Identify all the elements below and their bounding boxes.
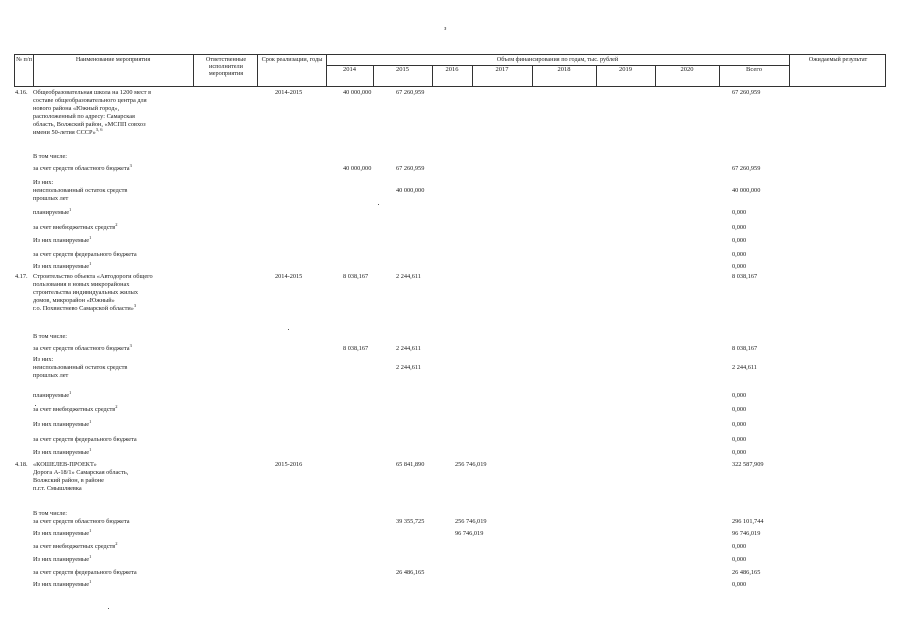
activity-name-line: «КОШЕЛЕВ-ПРОЕКТ» [33, 461, 97, 468]
value-total: 0,000 [732, 421, 747, 428]
value-total: 0,000 [732, 581, 747, 588]
subrow-label: Из них планируемые$^1$ [33, 234, 92, 244]
header-year-2017: 2017 [495, 66, 509, 73]
footnote-mark: 1 [68, 389, 72, 395]
activity-name-line: г.о. Похвистнево Самарской области»$^3$ [33, 302, 137, 312]
subrow-label: за счет внебюджетных средств$^2$ [33, 540, 118, 550]
value-2014: 8 038,167 [343, 273, 369, 280]
subrow-label: за счет средств областного бюджета [33, 518, 130, 525]
value-2016: 96 746,019 [455, 530, 484, 537]
header-year-2015: 2015 [396, 66, 409, 73]
footnote-mark: 1 [89, 527, 92, 533]
activity-name-line: Дорога А-18/1» Самарская область, [33, 469, 129, 476]
value-total: 0,000 [732, 263, 747, 270]
scan-speck [108, 608, 109, 609]
scan-speck [35, 405, 36, 406]
header-col-term: Срок реализации, годы [261, 56, 323, 63]
subrow-label: Из них планируемые$^1$ [33, 418, 92, 428]
implementation-term: 2014-2015 [275, 273, 303, 280]
subrow-label: В том числе: [33, 333, 68, 340]
subrow-label-line: неиспользованный остаток средств [33, 364, 128, 371]
footnote-mark: 3 [129, 342, 132, 348]
subrow-label-line: прошлых лет [33, 195, 69, 202]
header-year-2020: 2020 [680, 66, 694, 73]
footnote-mark: 3 [133, 302, 137, 308]
row-number: 4.18. [15, 461, 28, 468]
footnote-mark: 1 [89, 260, 92, 266]
activity-name-line: Строительство объекта «Автодороги общего [33, 273, 153, 280]
value-2015: 2 244,611 [396, 345, 421, 352]
header-col-result: Ожидаемый результат [808, 56, 868, 63]
header-year-2016: 2016 [445, 66, 459, 73]
subrow-label-line: прошлых лет [33, 372, 69, 379]
subrow-label: Из них планируемые$^1$ [33, 553, 92, 563]
page-number: з [444, 26, 447, 32]
value-2015: 2 244,611 [396, 273, 421, 280]
footnote-mark: 1 [89, 578, 92, 584]
value-total: 0,000 [732, 449, 747, 456]
activity-name-line: Общеобразовательная школа на 1200 мест в [33, 89, 152, 96]
value-2014: 8 038,167 [343, 345, 369, 352]
value-2014: 40 000,000 [343, 89, 372, 96]
activity-name-line: домов, микрорайон «Южный» [33, 297, 115, 304]
value-total: 0,000 [732, 543, 747, 550]
subrow-label: В том числе: [33, 510, 68, 517]
header-year-2019: 2019 [619, 66, 632, 73]
activity-name-line: Волжский район, в районе [33, 477, 104, 484]
value-2015: 2 244,611 [396, 364, 421, 371]
subrow-label: за счет средств областного бюджета$^3$ [33, 342, 132, 352]
subrow-label: Из них: [33, 179, 54, 186]
subrow-label: Из них: [33, 356, 54, 363]
footnote-mark: 3 [129, 162, 132, 168]
activity-name-line: пользования в новых микрорайонах [33, 281, 130, 288]
footnote-mark: 2 [115, 540, 118, 546]
activity-name-line: п.г.т. Смышляевка [33, 485, 82, 492]
row-number: 4.16. [15, 89, 28, 96]
value-total: 0,000 [732, 251, 747, 258]
value-total: 0,000 [732, 392, 747, 399]
value-total: 67 260,959 [732, 89, 761, 96]
value-total: 0,000 [732, 209, 747, 216]
footnote-mark: 1 [89, 553, 92, 559]
subrow-label: за счет средств областного бюджета$^3$ [33, 162, 132, 172]
row-number: 4.17. [15, 273, 28, 280]
value-2016: 256 746,019 [455, 518, 487, 525]
header-year-total: Всего [746, 66, 762, 73]
footnote-mark: 2 [115, 403, 118, 409]
subrow-label: Из них планируемые$^1$ [33, 446, 92, 456]
footnote-mark: 1 [89, 234, 92, 240]
implementation-term: 2014-2015 [275, 89, 303, 96]
activity-name-line: нового района «Южный город», [33, 105, 120, 112]
subrow-label: за счет внебюджетных средств$^2$ [33, 403, 118, 413]
footnote-mark: 1 [89, 418, 92, 424]
value-2015: 67 260,959 [396, 165, 425, 172]
value-total: 2 244,611 [732, 364, 757, 371]
value-2015: 65 841,890 [396, 461, 425, 468]
value-total: 322 587,909 [732, 461, 764, 468]
activity-name-line: составе общеобразовательного центра для [33, 97, 147, 104]
implementation-term: 2015-2016 [275, 461, 303, 468]
scan-speck [378, 204, 379, 205]
header-col-name: Наименование мероприятия [75, 56, 151, 63]
value-total: 8 038,167 [732, 345, 758, 352]
header-year-2014: 2014 [343, 66, 356, 73]
value-2015: 39 355,725 [396, 518, 425, 525]
value-total: 96 746,019 [732, 530, 761, 537]
subrow-label: Из них планируемые$^1$ [33, 578, 92, 588]
value-total: 0,000 [732, 436, 747, 443]
footnote-mark: 1 [89, 446, 92, 452]
header-col-fin: Объем финансирования по годам, тыс. рублей [496, 56, 619, 63]
value-total: 296 101,744 [732, 518, 764, 525]
header-col-resp: Ответственные исполнители мероприятия [205, 56, 247, 77]
value-total: 0,000 [732, 237, 747, 244]
subrow-label: Из них планируемые$^1$ [33, 260, 92, 270]
footnote-mark: 3, 6 [95, 126, 103, 132]
subrow-label: планируемые$^1$ [33, 206, 72, 216]
value-total: 0,000 [732, 556, 747, 563]
value-total: 67 260,959 [732, 165, 761, 172]
scan-speck [288, 329, 289, 330]
subrow-label: Из них планируемые$^1$ [33, 527, 92, 537]
subrow-label: за счет средств федерального бюджета [33, 569, 137, 576]
value-2015: 67 260,959 [396, 89, 425, 96]
table-header [14, 54, 886, 87]
activity-name-line: область, Волжский район, «МСПП совхоз [33, 121, 146, 128]
header-col-num: № п/п [16, 56, 32, 63]
value-total: 8 038,167 [732, 273, 758, 280]
footnote-mark: 2 [115, 221, 118, 227]
subrow-label: за счет средств федерального бюджета [33, 436, 137, 443]
value-2015: 26 486,165 [396, 569, 425, 576]
value-total: 26 486,165 [732, 569, 761, 576]
value-total: 0,000 [732, 224, 747, 231]
activity-name-line: имени 50-летия СССР»$^{3, 6}$ [33, 126, 103, 136]
value-2015: 40 000,000 [396, 187, 425, 194]
activity-name-line: строительства индивидуальных жилых [33, 289, 139, 296]
activity-name-line: расположенный по адресу: Самарская [33, 113, 135, 120]
value-total: 40 000,000 [732, 187, 761, 194]
subrow-label: В том числе: [33, 153, 68, 160]
subrow-label: за счет средств федерального бюджета [33, 251, 137, 258]
subrow-label: планируемые$^1$ [33, 389, 72, 399]
subrow-label: за счет внебюджетных средств$^2$ [33, 221, 118, 231]
header-year-2018: 2018 [557, 66, 571, 73]
footnote-mark: 1 [68, 206, 72, 212]
subrow-label-line: неиспользованный остаток средств [33, 187, 128, 194]
value-2016: 256 746,019 [455, 461, 487, 468]
value-2014: 40 000,000 [343, 165, 372, 172]
value-total: 0,000 [732, 406, 747, 413]
